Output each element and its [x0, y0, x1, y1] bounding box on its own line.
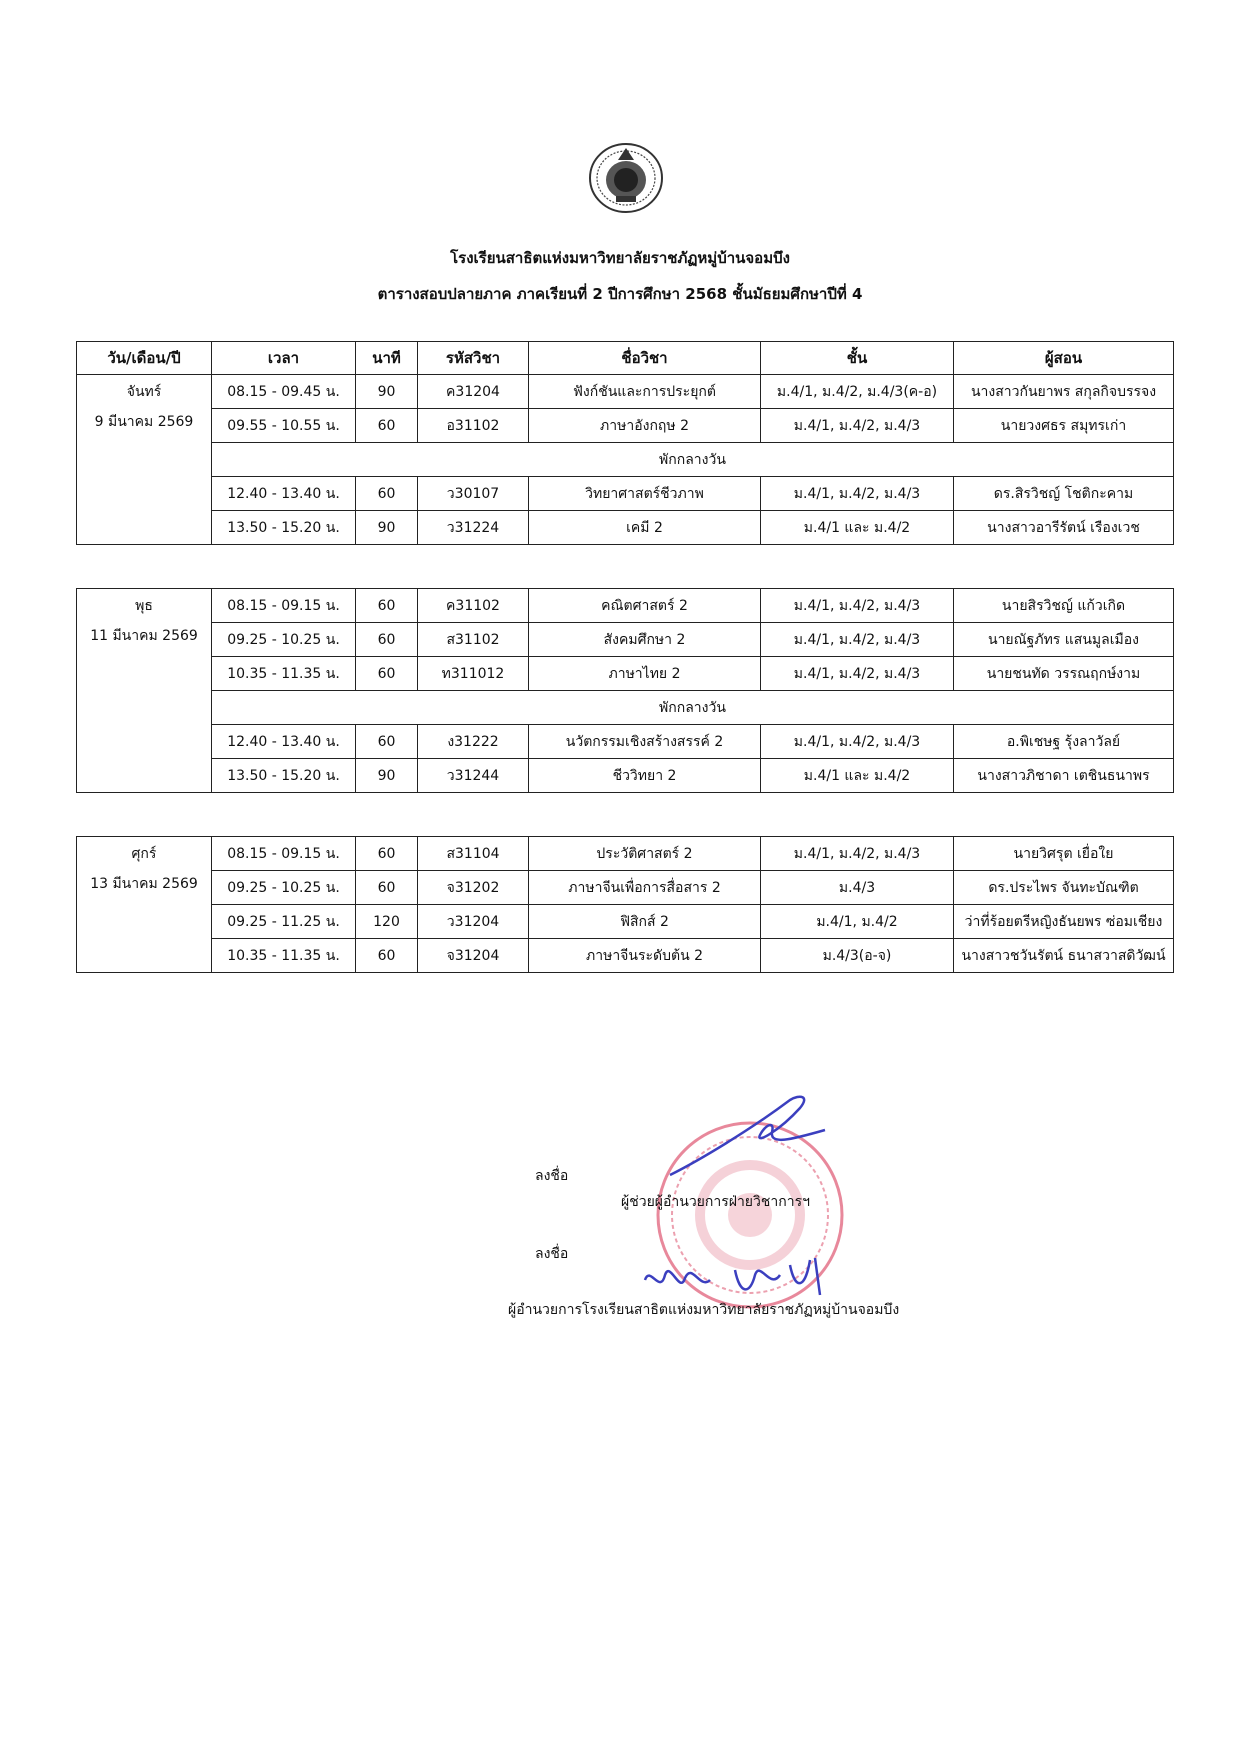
time-cell: 12.40 - 13.40 น.: [212, 477, 356, 511]
time-cell: 09.25 - 11.25 น.: [212, 905, 356, 939]
table-row: [77, 837, 1174, 871]
class-cell: ม.4/1 และ ม.4/2: [761, 511, 954, 545]
exam-table-monday: [76, 341, 1174, 545]
code-cell: ค31204: [418, 375, 529, 409]
lunch-row: [77, 691, 1174, 725]
teacher-cell: นายณัฐภัทร แสนมูลเมือง: [954, 623, 1174, 657]
header-class: ชั้น: [761, 342, 954, 375]
code-cell: ว31224: [418, 511, 529, 545]
header-code: รหัสวิชา: [418, 342, 529, 375]
teacher-cell: นางสาวภิชาดา เตชินธนาพร: [954, 759, 1174, 793]
day-date: 13 มีนาคม 2569: [90, 876, 198, 892]
code-cell: ว31204: [418, 905, 529, 939]
code-cell: ส31102: [418, 623, 529, 657]
subject-cell: สังคมศึกษา 2: [529, 623, 761, 657]
minutes-cell: 120: [356, 905, 418, 939]
subject-cell: ภาษาจีนเพื่อการสื่อสาร 2: [529, 871, 761, 905]
teacher-cell: นายวิศรุต เยื่อใย: [954, 837, 1174, 871]
assistant-director-title: ผู้ช่วยผู้อำนวยการฝ่ายวิชาการฯ: [621, 1194, 810, 1210]
teacher-cell: นายสิรวิชญ์ แก้วเกิด: [954, 589, 1174, 623]
code-cell: ว30107: [418, 477, 529, 511]
subject-cell: นวัตกรรมเชิงสร้างสรรค์ 2: [529, 725, 761, 759]
class-cell: ม.4/1, ม.4/2, ม.4/3: [761, 589, 954, 623]
exam-table-friday: [76, 836, 1174, 973]
subject-cell: คณิตศาสตร์ 2: [529, 589, 761, 623]
lunch-row: [77, 443, 1174, 477]
code-cell: จ31204: [418, 939, 529, 973]
school-emblem-icon: [588, 142, 664, 214]
teacher-cell: นางสาวชวันรัตน์ ธนาสวาสดิวัฒน์: [954, 939, 1174, 973]
time-cell: 13.50 - 15.20 น.: [212, 511, 356, 545]
code-cell: ท311012: [418, 657, 529, 691]
class-cell: ม.4/1, ม.4/2, ม.4/3: [761, 725, 954, 759]
table-row: [77, 905, 1174, 939]
table-row: [77, 871, 1174, 905]
document-subtitle: ตารางสอบปลายภาค ภาคเรียนที่ 2 ปีการศึกษา 2568 ชั้นมัธยมศึกษาปีที่ 4: [377, 285, 863, 303]
school-name: โรงเรียนสาธิตแห่งมหาวิทยาลัยราชภัฏหมู่บ้านจอมบึง: [450, 249, 790, 267]
minutes-cell: 90: [356, 511, 418, 545]
day-cell: [77, 837, 212, 973]
subject-cell: วิทยาศาสตร์ชีวภาพ: [529, 477, 761, 511]
class-cell: ม.4/1, ม.4/2, ม.4/3: [761, 623, 954, 657]
subject-cell: ประวัติศาสตร์ 2: [529, 837, 761, 871]
signature-assistant-director: [660, 1090, 830, 1180]
table-row: [77, 623, 1174, 657]
day-name: พุธ: [135, 598, 153, 614]
time-cell: 09.25 - 10.25 น.: [212, 623, 356, 657]
table-row: [77, 657, 1174, 691]
day-name: ศุกร์: [131, 846, 157, 862]
table-row: [77, 375, 1174, 409]
minutes-cell: 60: [356, 623, 418, 657]
table-row: [77, 477, 1174, 511]
subject-cell: ภาษาอังกฤษ 2: [529, 409, 761, 443]
class-cell: ม.4/3(อ-จ): [761, 939, 954, 973]
sign-label-2: ลงชื่อ: [535, 1246, 569, 1262]
minutes-cell: 60: [356, 939, 418, 973]
day-name: จันทร์: [126, 384, 162, 400]
minutes-cell: 60: [356, 657, 418, 691]
header-subject: ชื่อวิชา: [529, 342, 761, 375]
teacher-cell: นางสาวอารีรัตน์ เรืองเวช: [954, 511, 1174, 545]
subject-cell: ภาษาจีนระดับต้น 2: [529, 939, 761, 973]
day-cell: [77, 589, 212, 793]
time-cell: 13.50 - 15.20 น.: [212, 759, 356, 793]
subject-cell: ฟังก์ชันและการประยุกต์: [529, 375, 761, 409]
table-row: [77, 725, 1174, 759]
header-date: วัน/เดือน/ปี: [77, 342, 212, 375]
time-cell: 08.15 - 09.15 น.: [212, 837, 356, 871]
code-cell: จ31202: [418, 871, 529, 905]
class-cell: ม.4/1, ม.4/2, ม.4/3: [761, 657, 954, 691]
header-teacher: ผู้สอน: [954, 342, 1174, 375]
teacher-cell: ดร.สิรวิชญ์ โชติกะคาม: [954, 477, 1174, 511]
minutes-cell: 60: [356, 725, 418, 759]
class-cell: ม.4/1 และ ม.4/2: [761, 759, 954, 793]
class-cell: ม.4/1, ม.4/2, ม.4/3: [761, 409, 954, 443]
table-row: [77, 511, 1174, 545]
teacher-cell: นางสาวกันยาพร สกุลกิจบรรจง: [954, 375, 1174, 409]
table-row: [77, 409, 1174, 443]
lunch-break: พักกลางวัน: [212, 691, 1174, 725]
table-row: [77, 759, 1174, 793]
minutes-cell: 60: [356, 589, 418, 623]
teacher-cell: นายวงศธร สมุทรเก่า: [954, 409, 1174, 443]
teacher-cell: อ.พิเชษฐ รุ้งลาวัลย์: [954, 725, 1174, 759]
minutes-cell: 60: [356, 871, 418, 905]
subject-cell: ชีววิทยา 2: [529, 759, 761, 793]
table-row: [77, 939, 1174, 973]
header-time: เวลา: [212, 342, 356, 375]
class-cell: ม.4/1, ม.4/2, ม.4/3(ค-อ): [761, 375, 954, 409]
teacher-cell: ดร.ประไพร จันทะบัณฑิต: [954, 871, 1174, 905]
day-date: 9 มีนาคม 2569: [94, 414, 194, 430]
code-cell: ง31222: [418, 725, 529, 759]
time-cell: 08.15 - 09.45 น.: [212, 375, 356, 409]
table-row: [77, 589, 1174, 623]
subject-cell: เคมี 2: [529, 511, 761, 545]
header-minutes: นาที: [356, 342, 418, 375]
lunch-break: พักกลางวัน: [212, 443, 1174, 477]
minutes-cell: 60: [356, 477, 418, 511]
subject-cell: ภาษาไทย 2: [529, 657, 761, 691]
teacher-cell: นายชนทัด วรรณฤกษ์งาม: [954, 657, 1174, 691]
time-cell: 09.55 - 10.55 น.: [212, 409, 356, 443]
director-title: ผู้อำนวยการโรงเรียนสาธิตแห่งมหาวิทยาลัยราชภัฏหมู่บ้านจอมบึง: [508, 1302, 900, 1318]
day-date: 11 มีนาคม 2569: [90, 628, 198, 644]
day-cell: [77, 375, 212, 545]
code-cell: ส31104: [418, 837, 529, 871]
time-cell: 10.35 - 11.35 น.: [212, 939, 356, 973]
code-cell: อ31102: [418, 409, 529, 443]
minutes-cell: 60: [356, 409, 418, 443]
sign-label-1: ลงชื่อ: [535, 1168, 569, 1184]
subject-cell: ฟิสิกส์ 2: [529, 905, 761, 939]
class-cell: ม.4/1, ม.4/2, ม.4/3: [761, 477, 954, 511]
time-cell: 08.15 - 09.15 น.: [212, 589, 356, 623]
teacher-cell: ว่าที่ร้อยตรีหญิงธันยพร ซ่อมเชียง: [954, 905, 1174, 939]
code-cell: ค31102: [418, 589, 529, 623]
time-cell: 12.40 - 13.40 น.: [212, 725, 356, 759]
time-cell: 10.35 - 11.35 น.: [212, 657, 356, 691]
minutes-cell: 60: [356, 837, 418, 871]
exam-table-wednesday: [76, 588, 1174, 793]
class-cell: ม.4/1, ม.4/2: [761, 905, 954, 939]
code-cell: ว31244: [418, 759, 529, 793]
minutes-cell: 90: [356, 759, 418, 793]
class-cell: ม.4/3: [761, 871, 954, 905]
table-header-row: [77, 342, 1174, 375]
time-cell: 09.25 - 10.25 น.: [212, 871, 356, 905]
class-cell: ม.4/1, ม.4/2, ม.4/3: [761, 837, 954, 871]
minutes-cell: 90: [356, 375, 418, 409]
